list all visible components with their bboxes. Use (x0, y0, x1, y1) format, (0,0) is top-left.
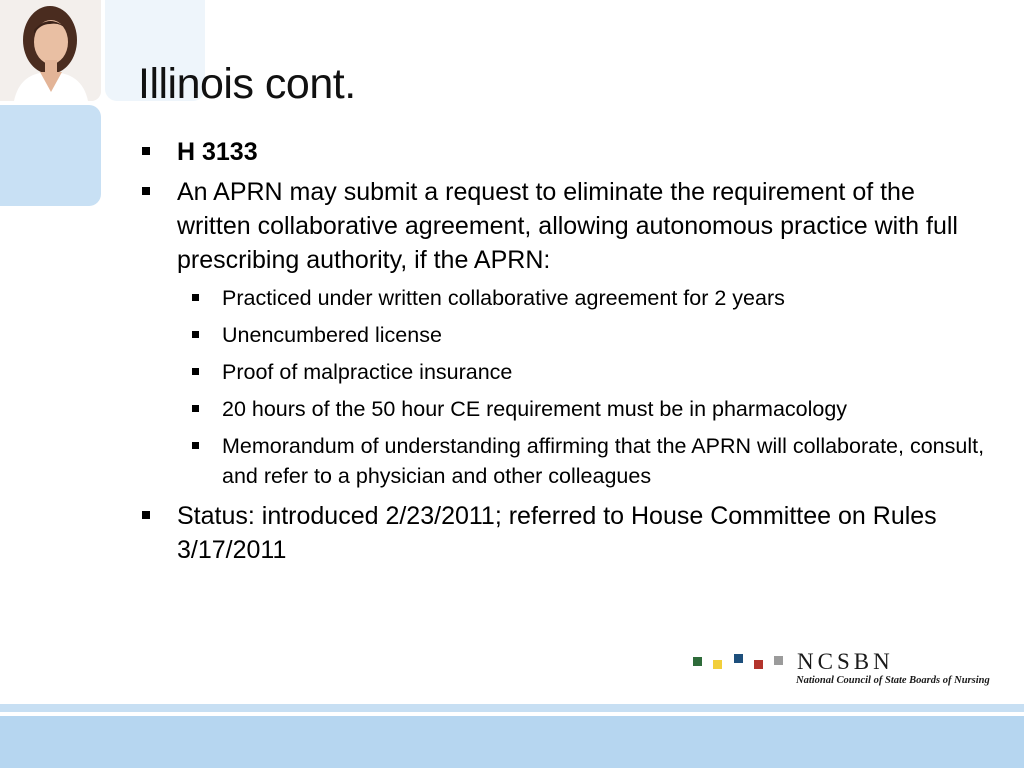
bullet-list (140, 135, 985, 567)
bullet-item (140, 135, 985, 169)
sub-bullet-text: Memorandum of understanding affirming that the APRN will collaborate, consult, and refer to a physician and other colleagues (222, 434, 985, 488)
sub-bullet-text: 20 hours of the 50 hour CE requirement must be in pharmacology (222, 397, 848, 421)
slide-title: Illinois cont. (138, 60, 356, 108)
sub-bullet-item (177, 394, 985, 424)
sub-bullet-item (177, 431, 985, 491)
sub-bullet-text: Practiced under written collaborative agreement for 2 years (222, 286, 785, 310)
bullet-item (140, 175, 985, 491)
square-bullet-icon (142, 147, 150, 155)
sub-bullet-list (177, 283, 985, 491)
sub-bullet-item (177, 320, 985, 350)
decorative-tile (0, 105, 101, 206)
logo-square-icon (734, 654, 743, 663)
logo-subtitle: National Council of State Boards of Nursing (796, 675, 990, 686)
sub-bullet-item (177, 283, 985, 313)
square-bullet-icon (192, 331, 199, 338)
bullet-text: An APRN may submit a request to eliminate the requirement of the written collaborative agreement, allowing autonomous practice with full prescribing authority, if the APRN: (177, 178, 958, 274)
footer-band (0, 716, 1024, 768)
square-bullet-icon (142, 511, 150, 519)
square-bullet-icon (192, 294, 199, 301)
square-bullet-icon (192, 405, 199, 412)
bullet-item (140, 499, 985, 567)
sub-bullet-item (177, 357, 985, 387)
slide-body (140, 135, 985, 573)
logo-wordmark: NCSBN (797, 649, 894, 674)
sub-bullet-text: Proof of malpractice insurance (222, 360, 513, 384)
bill-number: H 3133 (177, 138, 258, 166)
status-text: Status: introduced 2/23/2011; referred to House Committee on Rules 3/17/2011 (177, 502, 937, 564)
footer-band-thin (0, 704, 1024, 712)
logo-square-icon (774, 656, 783, 665)
sub-bullet-text: Unencumbered license (222, 323, 442, 347)
square-bullet-icon (142, 187, 150, 195)
square-bullet-icon (192, 442, 199, 449)
square-bullet-icon (192, 368, 199, 375)
logo-square-icon (713, 660, 722, 669)
presenter-photo (0, 0, 101, 101)
logo-square-icon (754, 660, 763, 669)
logo-square-icon (693, 657, 702, 666)
woman-portrait-icon (0, 0, 101, 101)
ncsbn-logo (693, 649, 990, 695)
